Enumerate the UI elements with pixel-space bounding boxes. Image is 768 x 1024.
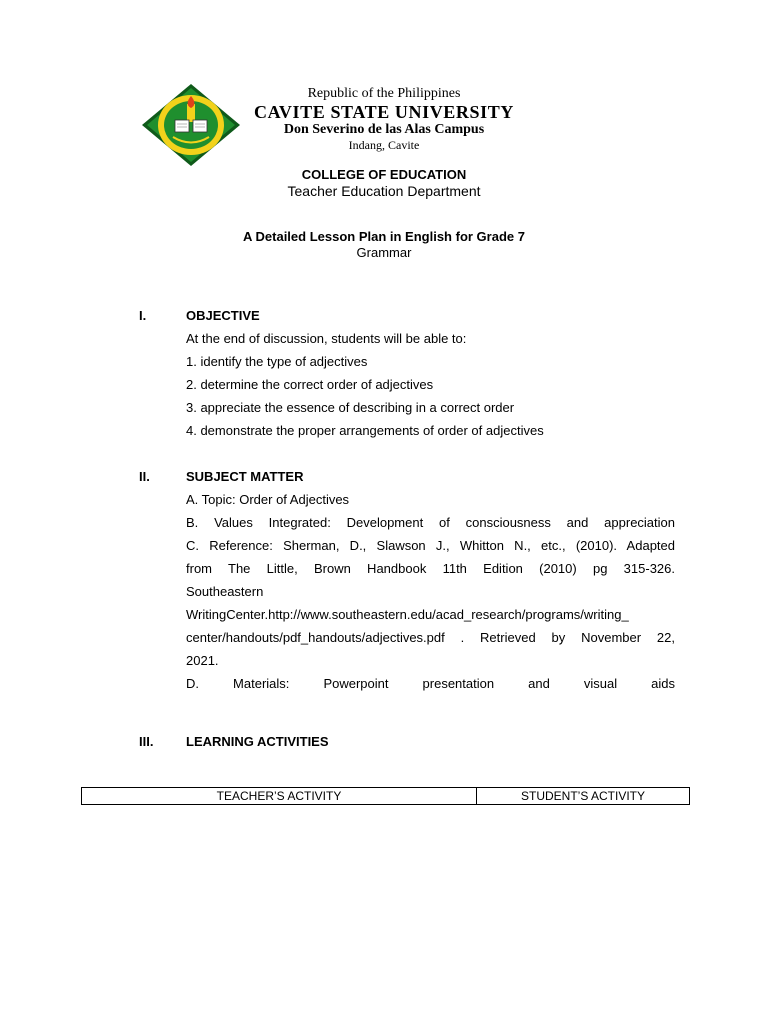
subject-line: center/handouts/pdf_handouts/adjectives.pdf . Retrieved by November 22, — [186, 630, 675, 645]
subject-line: Southeastern — [186, 584, 264, 599]
list-item: 2. determine the correct order of adjectives — [186, 377, 434, 392]
section-title-subject-matter: SUBJECT MATTER — [186, 469, 304, 484]
activities-table — [81, 787, 690, 805]
section-title-objective: OBJECTIVE — [186, 308, 260, 323]
subject-line: from The Little, Brown Handbook 11th Edition (2010) pg 315-326. — [186, 561, 675, 576]
table-header-teacher: TEACHER’S ACTIVITY — [82, 788, 477, 804]
campus-name: Don Severino de las Alas Campus — [283, 122, 485, 137]
objective-intro: At the end of discussion, students will be able to: — [186, 331, 467, 346]
section-numeral: III. — [139, 734, 154, 749]
plan-subtitle: Grammar — [356, 245, 412, 260]
section-numeral: I. — [139, 308, 147, 323]
table-header-student: STUDENT’S ACTIVITY — [520, 789, 645, 803]
section-title-learning-activities: LEARNING ACTIVITIES — [186, 734, 329, 749]
republic-line: Republic of the Philippines — [307, 86, 461, 101]
department-name: Teacher Education Department — [287, 183, 481, 199]
subject-line: 2021. — [186, 653, 219, 668]
college-name: COLLEGE OF EDUCATION — [301, 167, 467, 182]
subject-line: WritingCenter.http://www.southeastern.edu/acad_research/programs/writing_ — [186, 607, 629, 622]
list-item: 4. demonstrate the proper arrangements of order of adjectives — [186, 423, 544, 438]
list-item: 3. appreciate the essence of describing in a correct order — [186, 400, 515, 415]
plan-title: A Detailed Lesson Plan in English for Grade 7 — [243, 229, 525, 244]
subject-line: A. Topic: Order of Adjectives — [186, 492, 350, 507]
university-name: CAVITE STATE UNIVERSITY — [254, 102, 514, 122]
list-item: 1. identify the type of adjectives — [186, 354, 368, 369]
subject-line: C. Reference: Sherman, D., Slawson J., Whitton N., etc., (2010). Adapted — [186, 538, 675, 553]
campus-location: Indang, Cavite — [348, 138, 420, 152]
subject-line: B. Values Integrated: Development of consciousness and appreciation — [186, 515, 675, 530]
section-numeral: II. — [139, 469, 150, 484]
subject-line: D. Materials: Powerpoint presentation and visual aids — [186, 676, 675, 691]
